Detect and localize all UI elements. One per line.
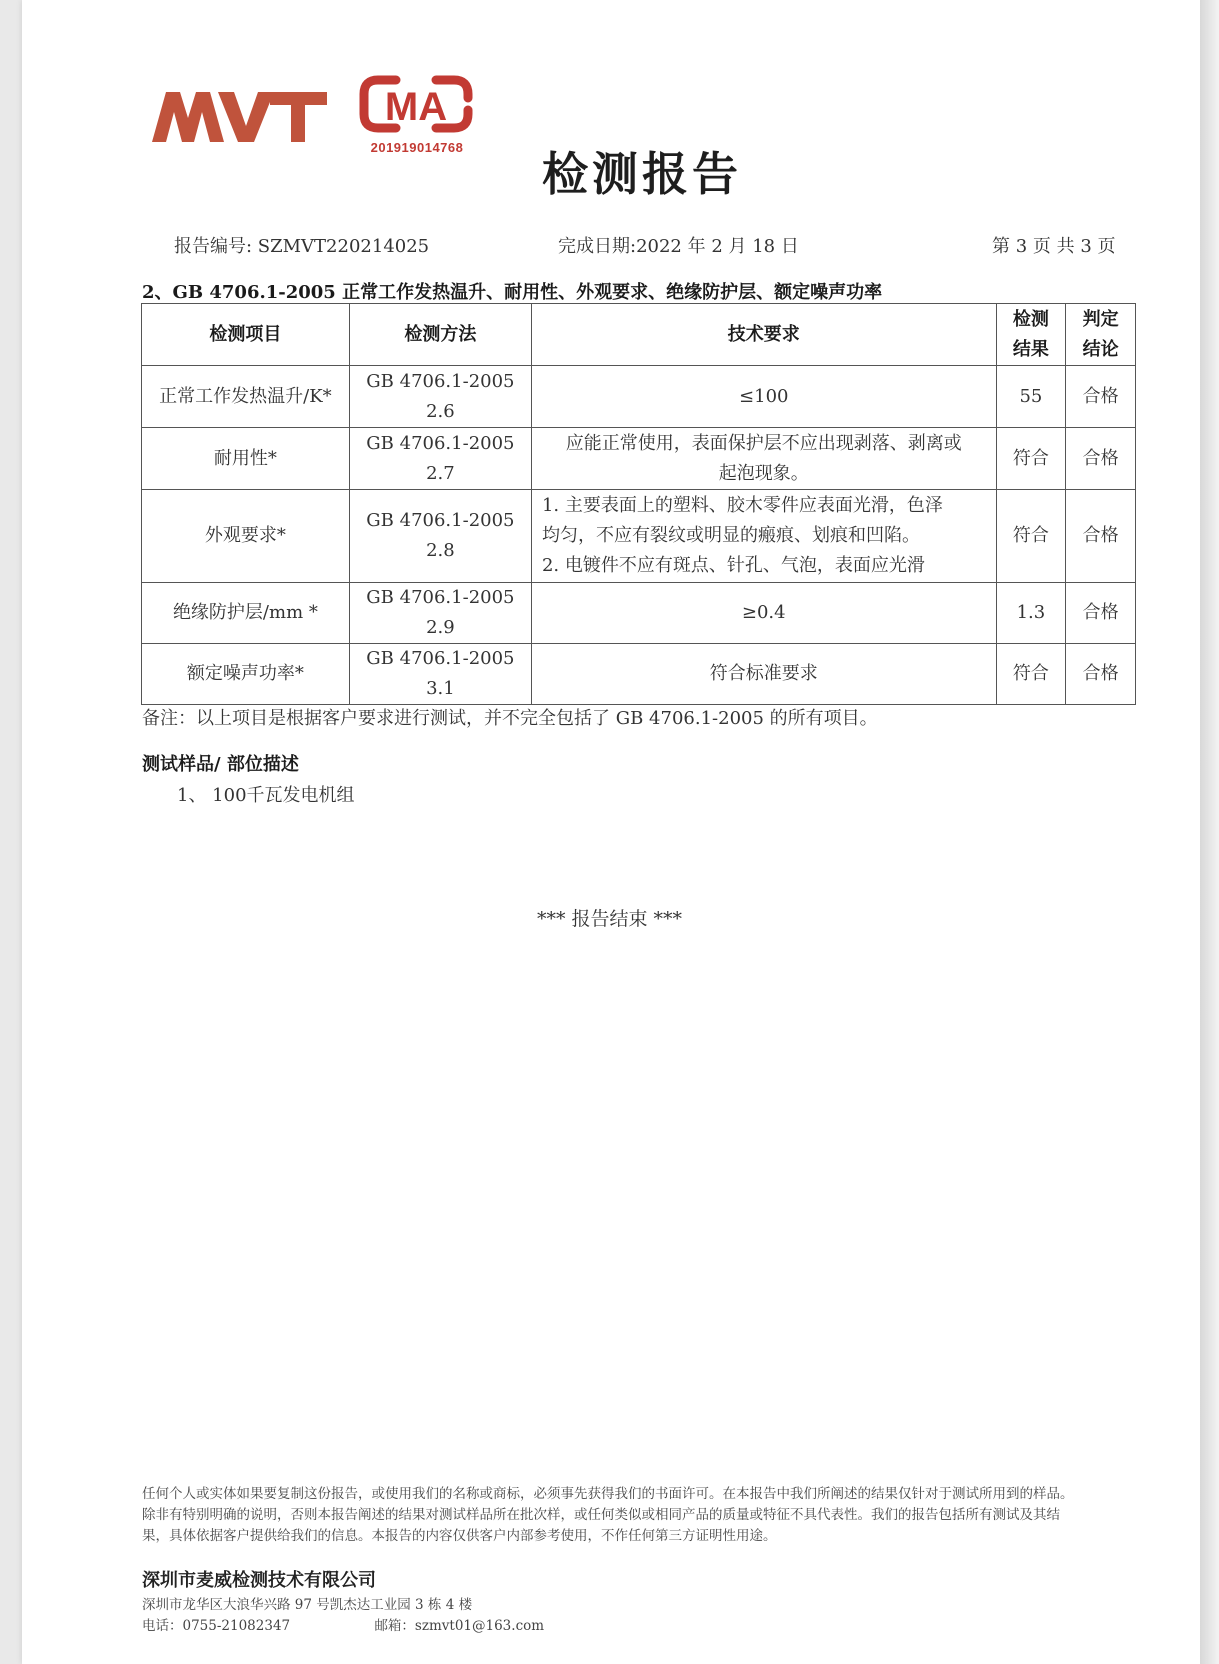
- table-note: 备注：以上项目是根据客户要求进行测试，并不完全包括了 GB 4706.1-2005 的所有项目。: [142, 708, 878, 729]
- cell-requirement-line1: 应能正常使用，表面保护层不应出现剥落、剥离或: [565, 432, 962, 454]
- section-title: 2、GB 4706.1-2005 正常工作发热温升、耐用性、外观要求、绝缘防护层、额定噪声功率: [142, 282, 883, 303]
- header-result-line2: 结果: [1012, 338, 1049, 360]
- cell-requirement: [531, 490, 996, 583]
- company-email: 邮箱：szmvt01@163.com: [374, 1618, 545, 1634]
- report-number: 报告编号: SZMVT220214025: [174, 236, 430, 257]
- cell-method-line1: GB 4706.1-2005: [366, 370, 515, 392]
- cell-verdict: 合格: [1066, 583, 1136, 644]
- cell-method: [349, 366, 531, 428]
- header-verdict: [1066, 304, 1136, 366]
- cell-item: 外观要求*: [142, 490, 350, 583]
- report-page: [22, 0, 1200, 1664]
- header-result: [996, 304, 1066, 366]
- svg-text:MA: MA: [384, 85, 448, 129]
- cell-item: 正常工作发热温升/K*: [142, 366, 350, 428]
- scan-edge: [1200, 0, 1219, 1664]
- header-item: 检测项目: [142, 304, 350, 366]
- disclaimer-line3: 果，具体依据客户提供给我们的信息。本报告的内容仅供客户内部参考使用，不作任何第三方证明性用途。: [142, 1528, 777, 1544]
- table-row: [142, 644, 1136, 705]
- cell-result: 符合: [996, 428, 1066, 490]
- cell-requirement: ≤100: [531, 366, 996, 428]
- company-phone: 电话：0755-21082347: [142, 1618, 291, 1634]
- cell-requirement: 符合标准要求: [531, 644, 996, 705]
- report-end-mark: *** 报告结束 ***: [536, 908, 683, 930]
- cell-result: 55: [996, 366, 1066, 428]
- table-row: [142, 583, 1136, 644]
- cell-method: [349, 428, 531, 490]
- company-address: 深圳市龙华区大浪华兴路 97 号凯杰达工业园 3 栋 4 楼: [142, 1597, 473, 1613]
- disclaimer-line2: 除非有特别明确的说明，否则本报告阐述的结果对测试样品所在批次样，或任何类似或相同产品的质量或特征不具代表性。我们的报告包括所有测试及其结: [142, 1507, 1060, 1523]
- cell-method-line1: GB 4706.1-2005: [366, 510, 515, 531]
- mvt-logo: [152, 88, 327, 146]
- sample-section-title: 测试样品/ 部位描述: [142, 754, 299, 775]
- cell-method-line2: 2.7: [426, 462, 455, 484]
- cell-requirement: [531, 428, 996, 490]
- page-title: 检测报告: [542, 147, 742, 201]
- cma-number: 201919014768: [370, 140, 464, 155]
- disclaimer: [142, 1484, 1152, 1547]
- company-contact: [142, 1614, 544, 1634]
- sample-item: 1、 100千瓦发电机组: [177, 785, 355, 806]
- cell-requirement-line2: 均匀，不应有裂纹或明显的瘢痕、划痕和凹陷。: [541, 525, 920, 546]
- cell-requirement-line1: 1. 主要表面上的塑料、胶木零件应表面光滑，色泽: [541, 495, 943, 516]
- cell-requirement-line2: 起泡现象。: [718, 462, 809, 484]
- cell-result: 符合: [996, 490, 1066, 583]
- cell-result: 1.3: [996, 583, 1066, 644]
- table-row: [142, 366, 1136, 428]
- cell-verdict: 合格: [1066, 644, 1136, 705]
- page-info: 第 3 页 共 3 页: [992, 236, 1116, 257]
- header-result-line1: 检测: [1012, 308, 1049, 330]
- cell-verdict: 合格: [1066, 428, 1136, 490]
- header-method: 检测方法: [349, 304, 531, 366]
- cell-method-line1: GB 4706.1-2005: [366, 432, 515, 454]
- completion-date: 完成日期:2022 年 2 月 18 日: [558, 236, 799, 257]
- cell-method-line2: 2.8: [426, 540, 455, 561]
- cell-requirement: ≥0.4: [531, 583, 996, 644]
- table-row: [142, 490, 1136, 583]
- company-name: 深圳市麦威检测技术有限公司: [142, 1570, 376, 1591]
- cell-method: GB 4706.1-2005 2.9: [349, 583, 531, 644]
- cell-result: 符合: [996, 644, 1066, 705]
- cell-verdict: 合格: [1066, 366, 1136, 428]
- cell-method-line2: 2.6: [426, 400, 455, 422]
- header-requirement: 技术要求: [531, 304, 996, 366]
- cell-verdict: 合格: [1066, 490, 1136, 583]
- header-verdict-line2: 结论: [1082, 338, 1119, 360]
- table-row: [142, 428, 1136, 490]
- cell-requirement-line3: 2. 电镀件不应有斑点、针孔、气泡，表面应光滑: [541, 555, 925, 576]
- cell-item: 绝缘防护层/mm *: [142, 583, 350, 644]
- header-verdict-line1: 判定: [1082, 308, 1119, 330]
- disclaimer-line1: 任何个人或实体如果要复制这份报告，或使用我们的名称或商标，必须事先获得我们的书面许可。在本报告中我们所阐述的结果仅针对于测试所用到的样品。: [142, 1486, 1074, 1502]
- table-header-row: [142, 304, 1136, 366]
- results-table: [141, 303, 1136, 705]
- cell-method: GB 4706.1-2005 3.1: [349, 644, 531, 705]
- cell-method: [349, 490, 531, 583]
- cell-item: 耐用性*: [142, 428, 350, 490]
- cell-item: 额定噪声功率*: [142, 644, 350, 705]
